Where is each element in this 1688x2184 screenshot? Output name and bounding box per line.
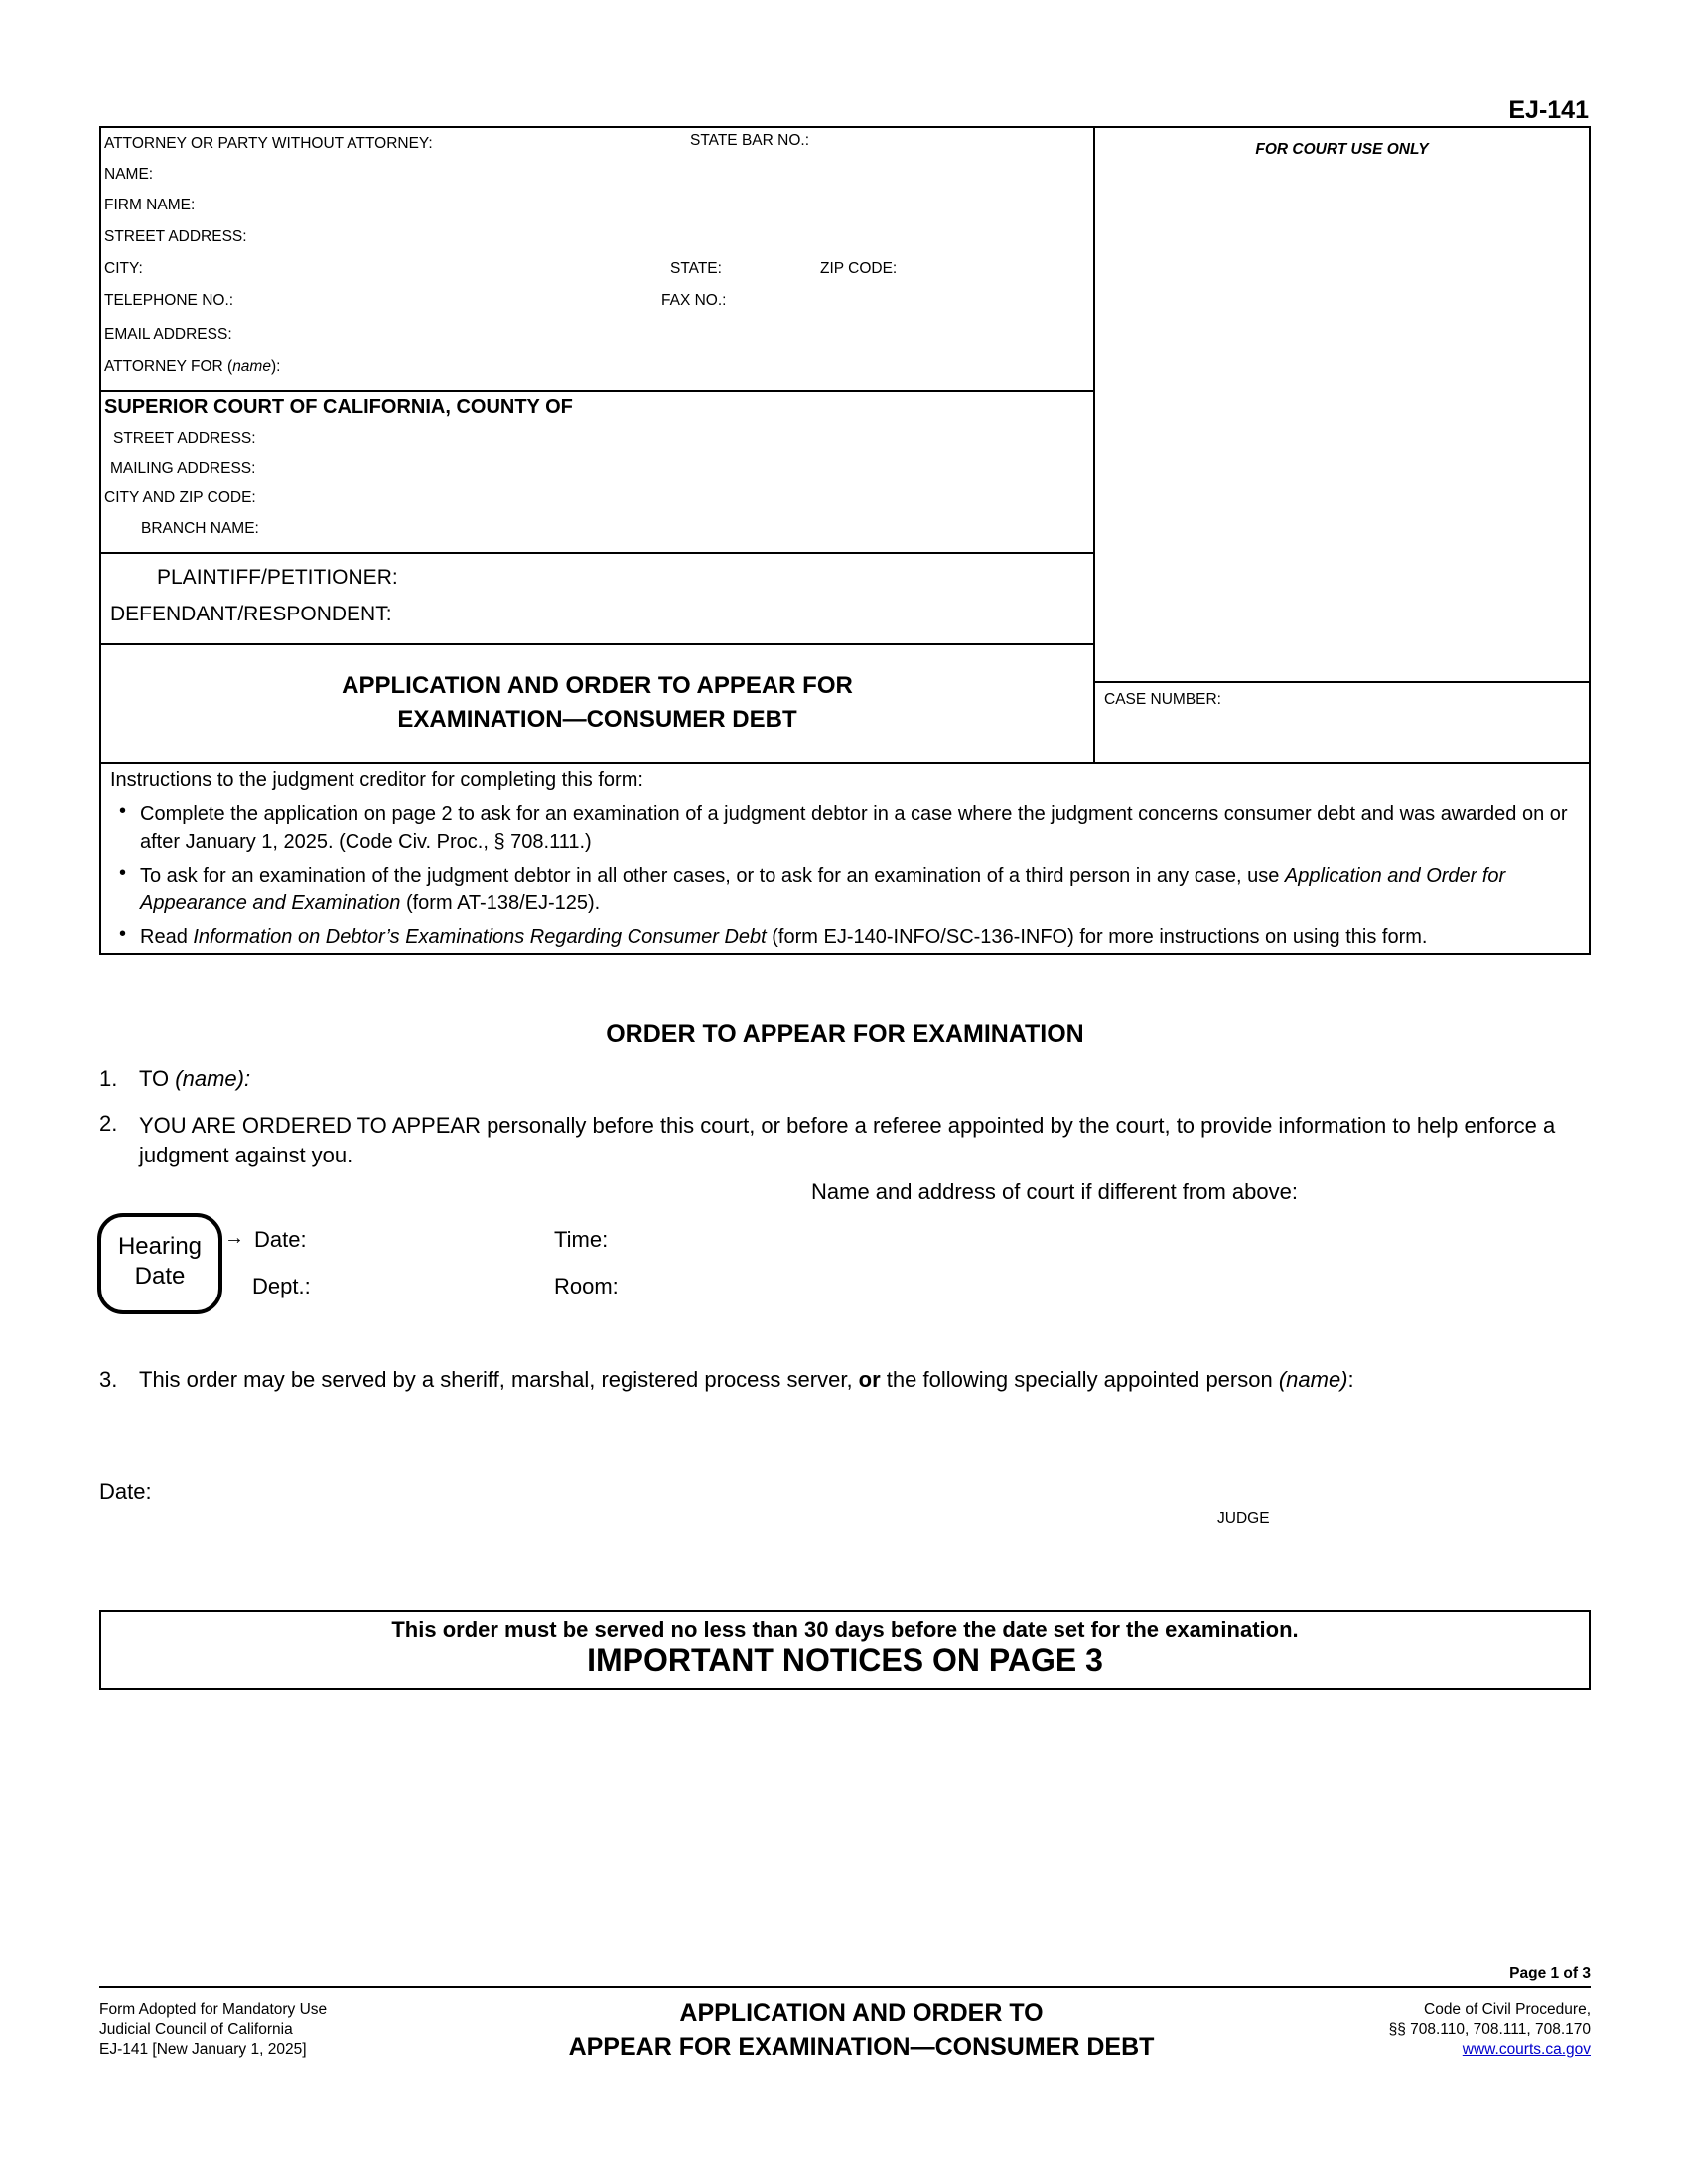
hearing-room-label: Room: <box>554 1274 619 1298</box>
attorney-label: ATTORNEY OR PARTY WITHOUT ATTORNEY: <box>104 135 433 152</box>
instruction-item-3-post: (form EJ-140-INFO/SC-136-INFO) for more instructions on using this form. <box>766 926 1428 948</box>
state-label: STATE: <box>670 260 722 277</box>
order-title: ORDER TO APPEAR FOR EXAMINATION <box>606 1021 1084 1048</box>
court-different-label: Name and address of court if different from above: <box>811 1179 1298 1204</box>
page-number: Page 1 of 3 <box>1509 1965 1591 1981</box>
notice-serve-text: This order must be served no less than 30 days before the date set for the examination. <box>391 1617 1299 1642</box>
item-3-or: or <box>858 1367 881 1392</box>
footer-right-line2: §§ 708.110, 708.111, 708.170 <box>1388 2021 1591 2038</box>
plaintiff-label: PLAINTIFF/PETITIONER: <box>157 566 398 589</box>
item-3-pre: This order may be served by a sheriff, marshal, registered process server, <box>139 1367 859 1392</box>
hearing-dept-label: Dept.: <box>252 1274 311 1298</box>
item-2-number: 2. <box>99 1111 118 1136</box>
item-1-to: TO <box>139 1066 170 1091</box>
footer-left-line3: EJ-141 [New January 1, 2025] <box>99 2041 307 2058</box>
item-1-text <box>139 1066 250 1092</box>
firm-name-label: FIRM NAME: <box>104 197 196 213</box>
item-3-end: : <box>1347 1367 1354 1392</box>
item-3-number: 3. <box>99 1367 118 1392</box>
footer-title-line1: APPLICATION AND ORDER TO <box>679 1999 1044 2027</box>
footer-title <box>397 1996 1326 2064</box>
instruction-item-2-form-name: Application and Order for Appearance and Examination <box>140 865 1506 914</box>
hearing-time-label: Time: <box>554 1227 609 1252</box>
hearing-date-badge <box>97 1213 222 1314</box>
item-1-number: 1. <box>99 1066 118 1091</box>
name-label: NAME: <box>104 166 154 183</box>
divider-court-parties <box>99 552 1095 554</box>
court-mailing-label: MAILING ADDRESS: <box>110 460 256 477</box>
bullet-dot: • <box>119 923 127 945</box>
telephone-label: TELEPHONE NO.: <box>104 292 234 309</box>
instruction-item-1: Complete the application on page 2 to ask for an examination of a judgment debtor in a case where the judgment concerns consumer debt and was awarded on or after January 1, 2025. (Code Civ. Proc., § 708.111.) <box>140 803 1568 853</box>
attorney-for-label <box>104 358 280 376</box>
defendant-label: DEFENDANT/RESPONDENT: <box>110 603 392 625</box>
notice-important: IMPORTANT NOTICES ON PAGE 3 <box>587 1642 1103 1678</box>
footer-left-line2: Judicial Council of California <box>99 2021 293 2038</box>
instruction-item-2-pre: To ask for an examination of the judgment debtor in all other cases, or to ask for an examination of a third person in any case, use <box>140 865 1285 887</box>
bullet-dot: • <box>119 862 127 884</box>
item-3-text <box>139 1367 1354 1393</box>
court-city-zip-label: CITY AND ZIP CODE: <box>104 489 256 506</box>
instruction-item-2-post: (form AT-138/EJ-125). <box>400 892 601 914</box>
divider-court-use-case <box>1093 681 1591 683</box>
instruction-item-3 <box>140 923 1590 951</box>
instruction-item-3-form-name: Information on Debtor’s Examinations Regarding Consumer Debt <box>193 926 767 948</box>
attorney-for-name: name <box>232 358 271 375</box>
footer-right-line1: Code of Civil Procedure, <box>1424 2001 1591 2018</box>
signature-date-label: Date: <box>99 1479 152 1504</box>
item-3-name-label: (name) <box>1278 1367 1348 1392</box>
state-bar-label: STATE BAR NO.: <box>690 132 809 149</box>
item-3-post: the following specially appointed person <box>880 1367 1279 1392</box>
footer-left-line1: Form Adopted for Mandatory Use <box>99 2001 328 2018</box>
judge-label: JUDGE <box>1217 1510 1270 1527</box>
item-1-name-label: (name): <box>175 1066 251 1091</box>
bullet-dot: • <box>119 800 127 822</box>
zip-code-label: ZIP CODE: <box>820 260 898 277</box>
fax-label: FAX NO.: <box>661 292 727 309</box>
attorney-for-close: ): <box>270 358 281 375</box>
courts-website-link[interactable]: www.courts.ca.gov <box>1462 2041 1591 2058</box>
hearing-badge-line2: Date <box>134 1263 186 1290</box>
item-2-text: YOU ARE ORDERED TO APPEAR personally before this court, or before a referee appointed by the court, to provide information to help enforce a judgment against you. <box>139 1113 1556 1167</box>
email-label: EMAIL ADDRESS: <box>104 326 232 342</box>
court-use-only: FOR COURT USE ONLY <box>1255 141 1429 158</box>
footer-right <box>1291 2000 1591 2060</box>
form-title <box>99 669 1095 737</box>
city-label: CITY: <box>104 260 143 277</box>
hearing-date-label: Date: <box>254 1227 307 1252</box>
divider-attorney-court <box>99 390 1095 392</box>
attorney-for-text: ATTORNEY FOR ( <box>104 358 233 375</box>
case-number-label: CASE NUMBER: <box>1104 691 1221 708</box>
footer-title-line2: APPEAR FOR EXAMINATION—CONSUMER DEBT <box>568 2033 1155 2061</box>
hearing-badge-line1: Hearing <box>117 1233 203 1260</box>
divider-parties-title <box>99 643 1095 645</box>
court-branch-label: BRANCH NAME: <box>141 520 259 537</box>
arrow-right-icon: → <box>224 1227 244 1249</box>
court-street-label: STREET ADDRESS: <box>113 430 256 447</box>
form-id: EJ-141 <box>1508 96 1589 124</box>
instruction-item-3-pre: Read <box>140 926 194 948</box>
form-title-line1: APPLICATION AND ORDER TO APPEAR FOR <box>342 672 853 699</box>
footer-rule <box>99 1986 1591 1988</box>
instruction-item-2 <box>140 862 1580 917</box>
notice-box <box>99 1610 1591 1690</box>
instructions-heading: Instructions to the judgment creditor for completing this form: <box>110 769 643 791</box>
form-title-line2: EXAMINATION—CONSUMER DEBT <box>397 706 797 733</box>
street-address-label: STREET ADDRESS: <box>104 228 247 245</box>
footer-left <box>99 2000 327 2060</box>
court-title: SUPERIOR COURT OF CALIFORNIA, COUNTY OF <box>104 396 573 418</box>
